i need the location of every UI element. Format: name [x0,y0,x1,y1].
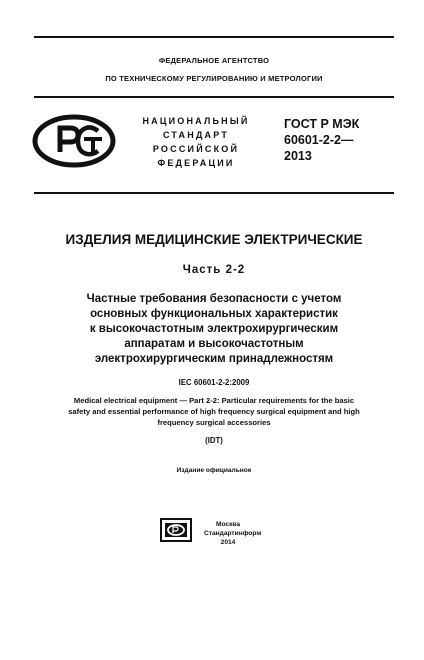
standard-type-1: НАЦИОНАЛЬНЫЙ [142,116,250,126]
publisher-city: Москва [215,521,241,528]
edition-label: Издание официальное [176,467,252,474]
agency-line-1: ФЕДЕРАЛЬНОЕ АГЕНТСТВО [158,56,270,65]
idt-label: (IDT) [205,436,223,445]
top-rule [34,36,394,38]
gost-number-1: ГОСТ Р МЭК [284,117,360,131]
standard-type-3: РОССИЙСКОЙ [152,144,240,154]
subtitle-line-1: Частные требования безопасности с учетом [86,293,342,305]
publisher-year: 2014 [220,539,236,546]
document-title: ИЗДЕЛИЯ МЕДИЦИНСКИЕ ЭЛЕКТРИЧЕСКИЕ [65,232,363,247]
english-title-line-2: safety and essential performance of high frequency surgical equipment and high [68,407,360,416]
subtitle-line-5: электрохирургическим принадлежностям [94,353,334,365]
gost-number-2: 60601-2-2— [284,133,354,147]
part-label: Часть 2-2 [182,264,246,276]
publisher-name: Стандартинформ [204,530,262,537]
standard-type-2: СТАНДАРТ [162,130,230,140]
subtitle-line-2: основных функциональных характеристик [90,308,338,320]
subtitle-line-3: к высокочастотным электрохирургическим [89,323,339,335]
gost-number-3: 2013 [284,149,312,163]
subtitle-line-4: аппаратам и высокочастотным [124,338,304,350]
english-title-line-1: Medical electrical equipment — Part 2-2: Particular requirements for the basic [73,396,355,405]
title-rule [34,192,394,194]
agency-line-2: ПО ТЕХНИЧЕСКОМУ РЕГУЛИРОВАНИЮ И МЕТРОЛОГИИ [105,74,323,83]
english-title-line-3: frequency surgical accessories [157,418,271,427]
iec-reference: IEC 60601-2-2:2009 [178,378,250,387]
header-rule [34,96,394,98]
rst-gost-logo-icon [32,114,116,168]
standard-type-4: ФЕДЕРАЦИИ [157,158,235,168]
standartinform-logo-icon [160,518,192,542]
